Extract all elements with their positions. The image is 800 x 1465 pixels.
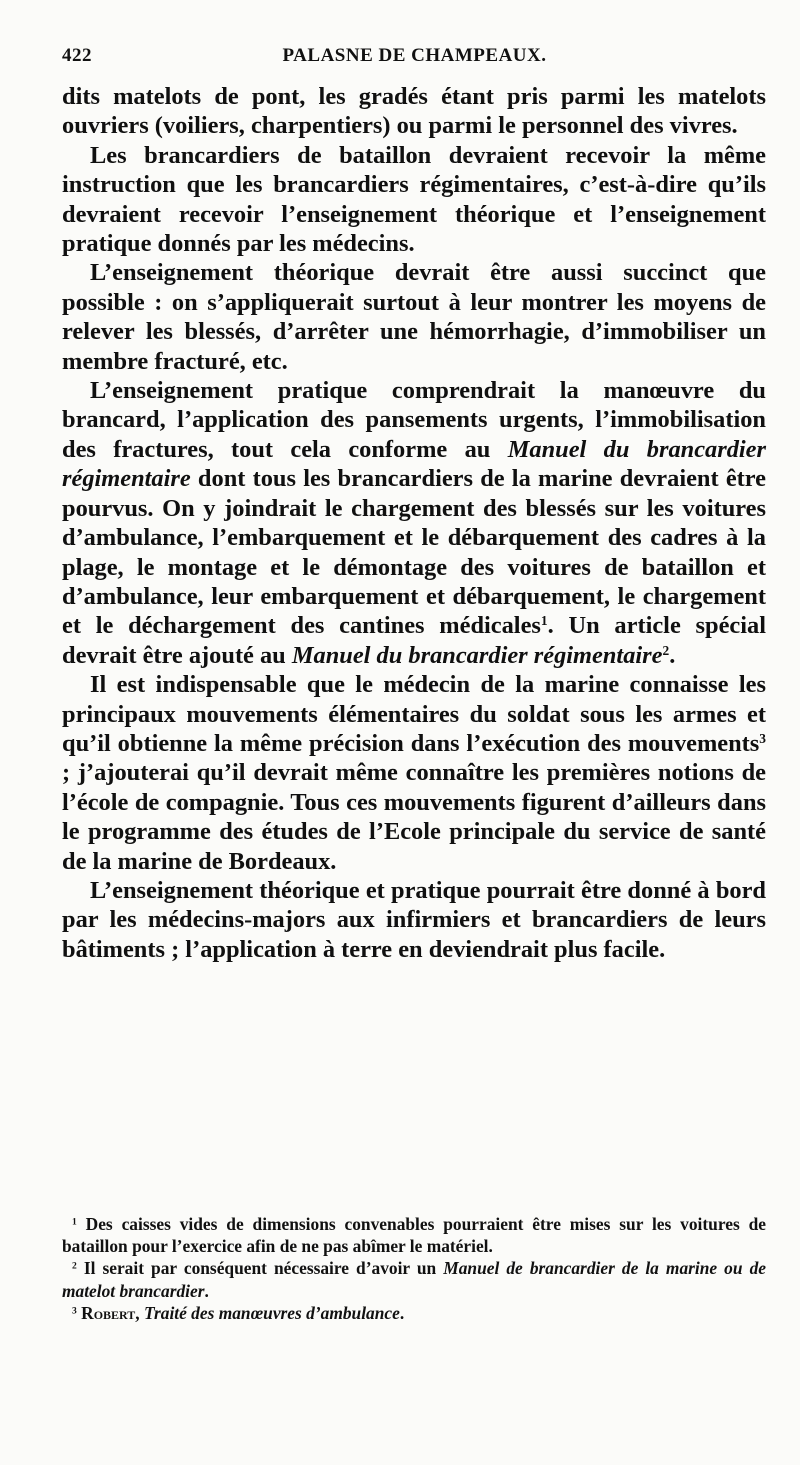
footnote-2-text-b: .: [204, 1280, 209, 1301]
page-number: 422: [62, 45, 92, 66]
footnote-1-mark: 1: [72, 1216, 77, 1228]
footnote-2-mark: 2: [72, 1260, 77, 1272]
footnote-2: [62, 1257, 766, 1301]
paragraph-5: [62, 670, 766, 876]
running-title: PALASNE DE CHAMPEAUX.: [282, 45, 547, 66]
paragraph-5-part-a: Il est indispensable que le médecin de la marine connaisse les principaux mouvements élémentaires du soldat sous les armes et qu’il obtienne la même précision dans l’exécution des mouvements: [62, 671, 766, 757]
footnote-ref-3: 3: [759, 730, 766, 746]
manual-title-italic: Manuel du brancardier régimentaire: [62, 435, 767, 493]
footnote-1: [62, 1213, 766, 1257]
paragraph-4-part-b: dont tous les brancardiers de la marine devraient être pourvus. On y joindrait le chargement des blessés sur les voitures d’ambulance, l’embarquement et le débarquement des cadres à la plage, le montage et le démontage des voitures de bataillon et d’ambulance, leur embarquement et débarquement, le chargement et le déchargement des cantines médicales: [62, 465, 766, 640]
footnote-2-italic: Manuel de brancardier de la marine ou de matelot brancardier: [62, 1258, 766, 1301]
paragraph-1: dits matelots de pont, les gradés étant pris parmi les matelots ouvriers (voiliers, charpentiers) ou parmi le personnel des vivres.: [62, 83, 766, 140]
footnote-1-text: Des caisses vides de dimensions convenables pourraient être mises sur les voitures de bataillon pour l’exercice afin de ne pas abîmer le matériel.: [62, 1214, 766, 1257]
page-header: [62, 45, 767, 75]
footnote-3: [62, 1302, 766, 1324]
paragraph-4-part-c: . Un article spécial devrait être ajouté au: [62, 612, 766, 669]
paragraph-6: L’enseignement théorique et pratique pourrait être donné à bord par les médecins-majors aux infirmiers et brancardiers de leurs bâtiments ; l’application à terre en deviendrait plus facile.: [62, 876, 766, 963]
main-text: [62, 82, 766, 964]
paragraph-5-part-b: ; j’ajouterai qu’il devrait même connaître les premières notions de l’école de compagnie. Tous ces mouvements figurent d’ailleurs dans le programme des études de l’Ecole principale du service de santé de la marine de Bordeaux.: [62, 759, 766, 875]
paragraph-3: L’enseignement théorique devrait être aussi succinct que possible : on s’appliquerait surtout à leur montrer les moyens de relever les blessés, d’arrêter une hémorrhagie, d’immobiliser un membre fracturé, etc.: [62, 259, 766, 375]
footnote-2-text-a: Il serait par conséquent nécessaire d’avoir un: [76, 1258, 444, 1279]
paragraph-2: Les brancardiers de bataillon devraient recevoir la même instruction que les brancardiers régimentaires, c’est-à-dire qu’ils devraient recevoir l’enseignement théorique et l’enseignement pratique donnés par les médecins.: [62, 141, 766, 258]
footnote-ref-1: 1: [540, 613, 548, 629]
footnote-3-mark: 3: [72, 1305, 77, 1317]
manual-title-italic-2: Manuel du brancardier régimentaire: [291, 641, 663, 669]
footnote-3-title: Traité des manœuvres d’ambulance: [144, 1302, 400, 1323]
footnote-3-author: Robert: [81, 1302, 136, 1323]
paragraph-4-part-a: L’enseignement pratique comprendrait la manœuvre du brancard, l’application des pansements urgents, l’immobilisation des fractures, tout cela conforme au: [62, 377, 766, 463]
footnote-3-sep: ,: [135, 1302, 144, 1323]
footnotes: [62, 1213, 766, 1324]
paragraph-4-part-d: .: [669, 641, 676, 669]
footnote-ref-2: 2: [662, 642, 670, 658]
footnote-3-end: .: [399, 1302, 405, 1323]
paragraph-4: [62, 376, 766, 670]
